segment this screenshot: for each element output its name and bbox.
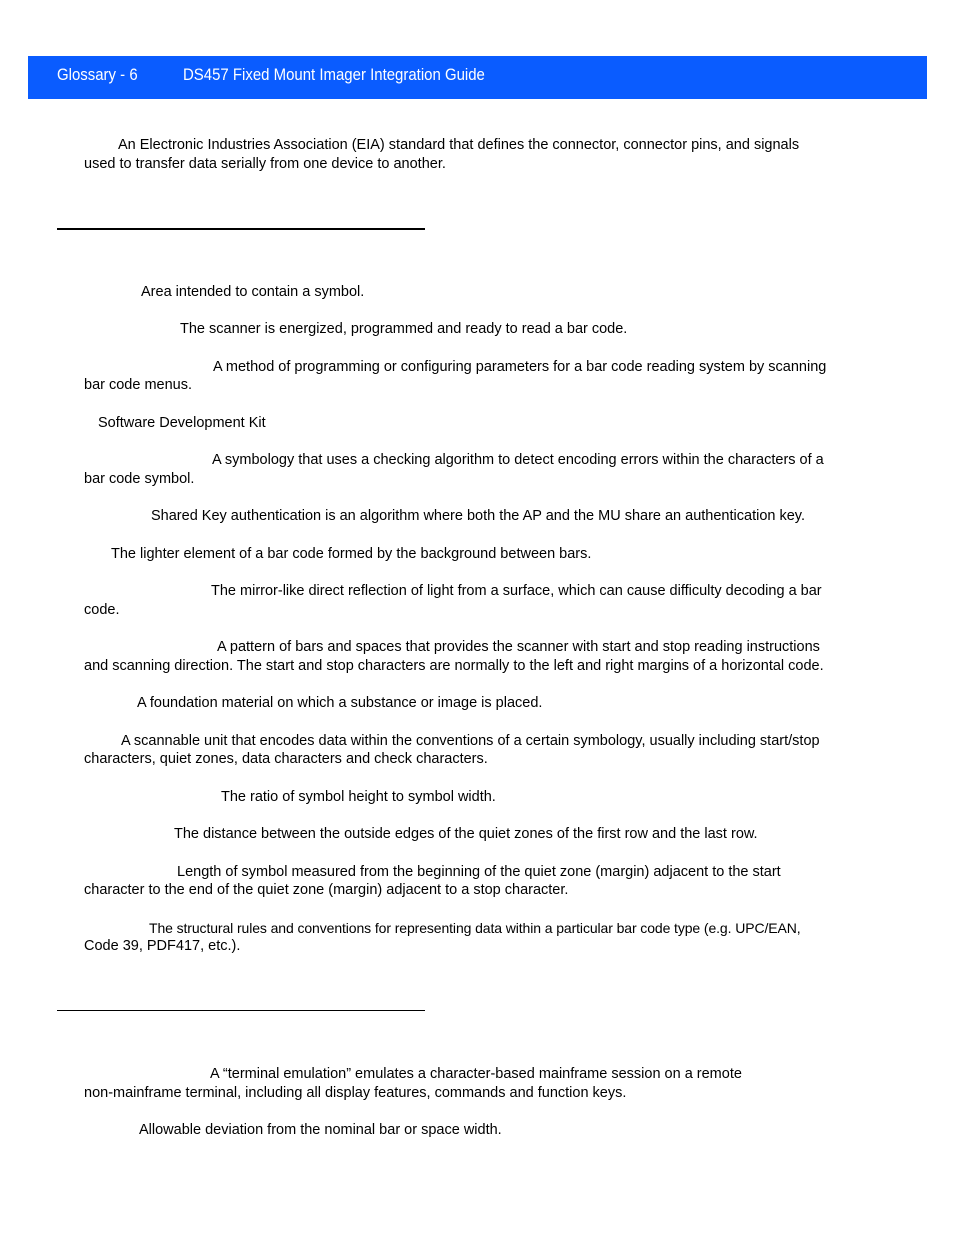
glossary-definition-line: A scannable unit that encodes data within the conventions of a certain symbology, usually including start/stop: [121, 733, 820, 749]
glossary-definition-line: non-mainframe terminal, including all display features, commands and function keys.: [84, 1085, 627, 1101]
glossary-definition-line: An Electronic Industries Association (EIA) standard that defines the connector, connector pins, and signals: [118, 137, 800, 153]
glossary-definition-line: A “terminal emulation” emulates a character-based mainframe session on a remote: [210, 1066, 742, 1082]
glossary-definition-line: The ratio of symbol height to symbol width.: [221, 789, 496, 805]
section-divider-s: [57, 228, 425, 230]
glossary-definition-line: Shared Key authentication is an algorithm where both the AP and the MU share an authentication key.: [151, 508, 805, 524]
glossary-definition-line: The mirror-like direct reflection of light from a surface, which can cause difficulty decoding a bar: [211, 583, 822, 599]
glossary-definition-line: characters, quiet zones, data characters and check characters.: [84, 751, 488, 767]
glossary-definition-line: character to the end of the quiet zone (margin) adjacent to a stop character.: [84, 882, 569, 898]
glossary-definition-line: A pattern of bars and spaces that provides the scanner with start and stop reading instructions: [217, 639, 820, 655]
glossary-definition-line: The distance between the outside edges of the quiet zones of the first row and the last row.: [174, 826, 758, 842]
glossary-definition-line: Software Development Kit: [98, 415, 266, 431]
glossary-definition-line: Length of symbol measured from the beginning of the quiet zone (margin) adjacent to the start: [177, 864, 781, 880]
glossary-definition-line: Code 39, PDF417, etc.).: [84, 938, 241, 954]
page-number: Glossary - 6: [57, 65, 138, 84]
glossary-definition-line: and scanning direction. The start and stop characters are normally to the left and right margins of a horizontal code.: [84, 658, 824, 674]
glossary-definition-line: The scanner is energized, programmed and ready to read a bar code.: [180, 321, 628, 337]
glossary-definition-line: used to transfer data serially from one device to another.: [84, 156, 446, 172]
document-title: DS457 Fixed Mount Imager Integration Guide: [183, 65, 485, 84]
glossary-definition-line: The lighter element of a bar code formed by the background between bars.: [111, 546, 592, 562]
glossary-definition-line: Area intended to contain a symbol.: [141, 284, 365, 300]
glossary-definition-line: A foundation material on which a substance or image is placed.: [137, 695, 543, 711]
glossary-definition-line: code.: [84, 602, 120, 618]
glossary-definition-line: Allowable deviation from the nominal bar or space width.: [139, 1122, 502, 1138]
glossary-definition-line: bar code symbol.: [84, 471, 195, 487]
glossary-definition-line: The structural rules and conventions for representing data within a particular bar code type (e.g. UPC/EAN,: [149, 920, 801, 936]
section-divider-t: [57, 1010, 425, 1011]
glossary-definition-line: bar code menus.: [84, 377, 193, 393]
glossary-definition-line: A symbology that uses a checking algorithm to detect encoding errors within the characters of a: [212, 452, 824, 468]
glossary-definition-line: A method of programming or configuring parameters for a bar code reading system by scanning: [213, 359, 827, 375]
